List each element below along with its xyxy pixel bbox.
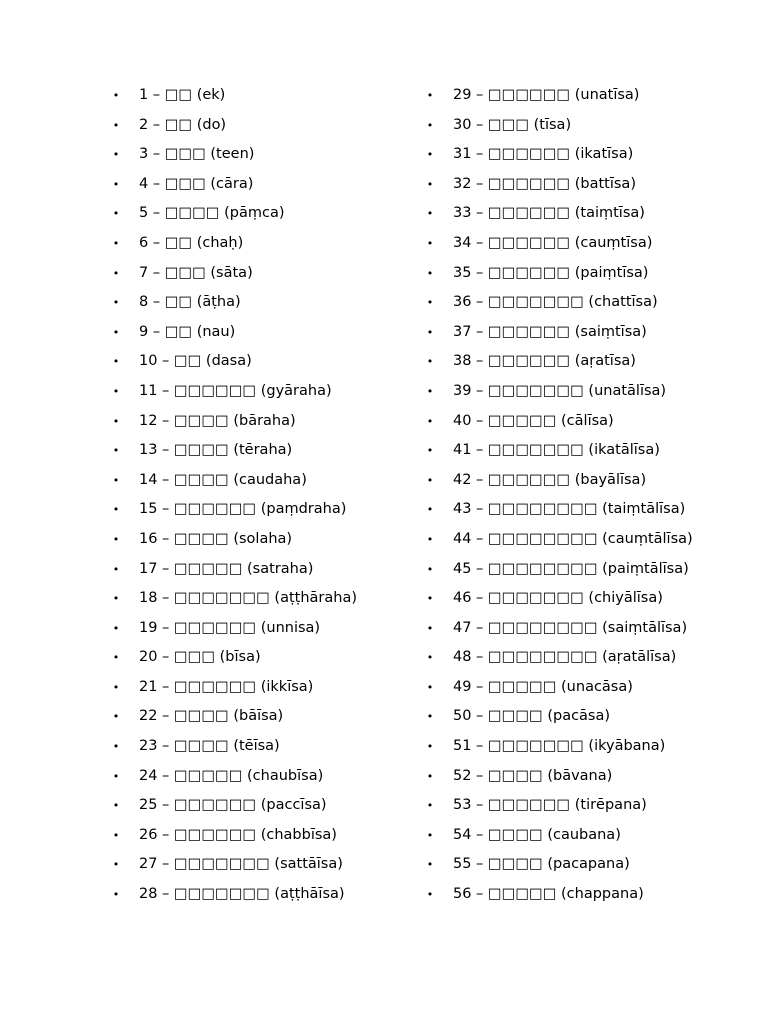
bullet-icon: • <box>112 444 120 458</box>
list-item <box>112 702 412 732</box>
number-entry-text: 5 – □□□□ (pāṃca) <box>139 205 285 222</box>
list-item <box>112 525 412 555</box>
list-item <box>112 140 412 170</box>
number-entry-text: 26 – □□□□□□ (chabbīsa) <box>139 826 337 843</box>
list-item <box>112 436 412 466</box>
number-entry-text: 11 – □□□□□□ (gyāraha) <box>139 382 332 399</box>
number-entry-text: 51 – □□□□□□□ (ikyābana) <box>453 738 666 755</box>
number-entry-text: 22 – □□□□ (bāīsa) <box>139 708 284 725</box>
list-item <box>112 466 412 496</box>
list-item <box>112 407 412 437</box>
list-item <box>426 821 756 851</box>
list-item <box>426 229 756 259</box>
list-item <box>112 111 412 141</box>
bullet-icon: • <box>112 828 120 842</box>
list-item <box>426 732 756 762</box>
number-entry-text: 29 – □□□□□□ (unatīsa) <box>453 87 640 103</box>
number-entry-text: 13 – □□□□ (tēraha) <box>139 442 293 459</box>
bullet-icon: • <box>112 888 120 902</box>
number-entry-text: 47 – □□□□□□□□ (saiṃtālīsa) <box>453 619 688 636</box>
bullet-icon: • <box>426 769 434 783</box>
number-entry-text: 40 – □□□□□ (cālīsa) <box>453 412 614 429</box>
number-entry-text: 53 – □□□□□□ (tirēpana) <box>453 797 647 814</box>
number-entry-text: 4 – □□□ (cāra) <box>139 175 254 192</box>
bullet-icon: • <box>426 562 434 576</box>
list-item <box>426 702 756 732</box>
bullet-icon: • <box>112 858 120 872</box>
number-entry-text: 7 – □□□ (sāta) <box>139 264 253 281</box>
numbers-list-right <box>426 81 756 910</box>
bullet-icon: • <box>112 414 120 428</box>
list-item <box>426 555 756 585</box>
bullet-icon: • <box>426 503 434 517</box>
number-entry-text: 15 – □□□□□□ (paṃdraha) <box>139 501 347 518</box>
list-item <box>426 199 756 229</box>
list-item <box>426 347 756 377</box>
bullet-icon: • <box>112 207 120 221</box>
list-item <box>112 791 412 821</box>
bullet-icon: • <box>112 355 120 369</box>
list-item <box>426 318 756 348</box>
number-entry-text: 46 – □□□□□□□ (chiyālīsa) <box>453 590 663 607</box>
list-item <box>112 347 412 377</box>
number-entry-text: 27 – □□□□□□□ (sattāīsa) <box>139 856 343 873</box>
number-entry-text: 12 – □□□□ (bāraha) <box>139 412 296 429</box>
number-entry-text: 50 – □□□□ (pacāsa) <box>453 708 611 725</box>
number-entry-text: 23 – □□□□ (tēīsa) <box>139 738 280 755</box>
number-entry-text: 33 – □□□□□□ (taiṃtīsa) <box>453 205 645 222</box>
number-entry-text: 19 – □□□□□□ (unnisa) <box>139 619 321 636</box>
bullet-icon: • <box>426 384 434 398</box>
bullet-icon: • <box>426 444 434 458</box>
bullet-icon: • <box>112 148 120 162</box>
bullet-icon: • <box>426 355 434 369</box>
number-entry-text: 20 – □□□ (bīsa) <box>139 649 261 666</box>
list-item <box>426 377 756 407</box>
bullet-icon: • <box>426 177 434 191</box>
list-item <box>112 850 412 880</box>
bullet-icon: • <box>112 177 120 191</box>
bullet-icon: • <box>112 651 120 665</box>
list-item <box>426 259 756 289</box>
list-item <box>112 555 412 585</box>
number-entry-text: 35 – □□□□□□ (paiṃtīsa) <box>453 264 649 281</box>
number-entry-text: 44 – □□□□□□□□ (cauṃtālīsa) <box>453 530 693 547</box>
number-entry-text: 25 – □□□□□□ (paccīsa) <box>139 797 327 814</box>
bullet-icon: • <box>112 769 120 783</box>
list-item <box>426 614 756 644</box>
number-entry-text: 10 – □□ (dasa) <box>139 353 252 370</box>
list-item <box>112 880 412 910</box>
number-entry-text: 14 – □□□□ (caudaha) <box>139 471 307 488</box>
bullet-icon: • <box>112 296 120 310</box>
list-item <box>426 791 756 821</box>
number-entry-text: 55 – □□□□ (pacapana) <box>453 856 630 873</box>
number-entry-text: 39 – □□□□□□□ (unatālīsa) <box>453 382 667 399</box>
bullet-icon: • <box>112 236 120 250</box>
bullet-icon: • <box>112 621 120 635</box>
number-entry-text: 34 – □□□□□□ (cauṃtīsa) <box>453 234 653 251</box>
list-item <box>426 673 756 703</box>
bullet-icon: • <box>426 89 434 102</box>
list-item <box>112 495 412 525</box>
bullet-icon: • <box>426 266 434 280</box>
list-item <box>426 170 756 200</box>
list-item <box>426 762 756 792</box>
bullet-icon: • <box>112 473 120 487</box>
number-entry-text: 54 – □□□□ (caubana) <box>453 826 621 843</box>
bullet-icon: • <box>426 651 434 665</box>
list-item <box>426 466 756 496</box>
number-entry-text: 28 – □□□□□□□ (aṭṭhāīsa) <box>139 886 345 903</box>
bullet-icon: • <box>426 680 434 694</box>
number-entry-text: 37 – □□□□□□ (saiṃtīsa) <box>453 323 647 340</box>
number-entry-text: 1 – □□ (ek) <box>139 87 226 103</box>
number-entry-text: 3 – □□□ (teen) <box>139 146 255 163</box>
number-entry-text: 36 – □□□□□□□ (chattīsa) <box>453 294 658 311</box>
bullet-icon: • <box>112 384 120 398</box>
number-entry-text: 18 – □□□□□□□ (aṭṭhāraha) <box>139 590 357 607</box>
number-entry-text: 17 – □□□□□ (satraha) <box>139 560 314 577</box>
number-entry-text: 41 – □□□□□□□ (ikatālīsa) <box>453 442 660 459</box>
number-entry-text: 2 – □□ (do) <box>139 116 227 133</box>
list-item <box>426 436 756 466</box>
list-item <box>112 318 412 348</box>
number-entry-text: 8 – □□ (āṭha) <box>139 294 241 311</box>
bullet-icon: • <box>426 740 434 754</box>
bullet-icon: • <box>112 592 120 606</box>
bullet-icon: • <box>426 799 434 813</box>
number-entry-text: 21 – □□□□□□ (ikkīsa) <box>139 678 314 695</box>
number-entry-text: 38 – □□□□□□ (aṛatīsa) <box>453 353 636 370</box>
bullet-icon: • <box>112 562 120 576</box>
number-entry-text: 49 – □□□□□ (unacāsa) <box>453 678 633 695</box>
list-item <box>426 880 756 910</box>
bullet-icon: • <box>426 325 434 339</box>
list-item <box>112 199 412 229</box>
bullet-icon: • <box>426 473 434 487</box>
list-item <box>426 525 756 555</box>
number-entry-text: 42 – □□□□□□ (bayālīsa) <box>453 471 647 488</box>
bullet-icon: • <box>426 148 434 162</box>
list-item <box>112 762 412 792</box>
bullet-icon: • <box>112 325 120 339</box>
number-entry-text: 43 – □□□□□□□□ (taiṃtālīsa) <box>453 501 686 518</box>
list-item <box>112 584 412 614</box>
list-item <box>426 407 756 437</box>
list-item <box>426 288 756 318</box>
bullet-icon: • <box>426 118 434 132</box>
bullet-icon: • <box>426 207 434 221</box>
number-entry-text: 6 – □□ (chaḥ) <box>139 234 244 251</box>
bullet-icon: • <box>112 680 120 694</box>
number-entry-text: 52 – □□□□ (bāvana) <box>453 767 613 784</box>
bullet-icon: • <box>426 621 434 635</box>
bullet-icon: • <box>426 888 434 902</box>
bullet-icon: • <box>112 89 120 102</box>
bullet-icon: • <box>426 592 434 606</box>
list-item <box>112 643 412 673</box>
list-item <box>112 170 412 200</box>
list-item <box>112 259 412 289</box>
number-entry-text: 9 – □□ (nau) <box>139 323 236 340</box>
bullet-icon: • <box>112 266 120 280</box>
list-item <box>112 732 412 762</box>
bullet-icon: • <box>112 503 120 517</box>
bullet-icon: • <box>112 710 120 724</box>
bullet-icon: • <box>112 799 120 813</box>
list-item <box>112 81 412 111</box>
number-entry-text: 56 – □□□□□ (chappana) <box>453 886 644 903</box>
bullet-icon: • <box>426 710 434 724</box>
list-item <box>426 495 756 525</box>
bullet-icon: • <box>426 414 434 428</box>
number-entry-text: 32 – □□□□□□ (battīsa) <box>453 175 636 192</box>
list-item <box>112 821 412 851</box>
number-entry-text: 30 – □□□ (tīsa) <box>453 116 572 133</box>
number-entry-text: 48 – □□□□□□□□ (aṛatālīsa) <box>453 649 677 666</box>
bullet-icon: • <box>112 740 120 754</box>
list-item <box>112 288 412 318</box>
numbers-list-left <box>112 81 412 910</box>
bullet-icon: • <box>426 532 434 546</box>
number-entry-text: 45 – □□□□□□□□ (paiṃtālīsa) <box>453 560 689 577</box>
bullet-icon: • <box>426 236 434 250</box>
number-entry-text: 16 – □□□□ (solaha) <box>139 530 293 547</box>
bullet-icon: • <box>112 118 120 132</box>
list-item <box>112 229 412 259</box>
list-item <box>112 614 412 644</box>
list-item <box>112 673 412 703</box>
list-item <box>426 81 756 111</box>
list-item <box>426 140 756 170</box>
number-entry-text: 31 – □□□□□□ (ikatīsa) <box>453 146 634 163</box>
list-item <box>426 584 756 614</box>
bullet-icon: • <box>426 828 434 842</box>
list-item <box>426 643 756 673</box>
list-item <box>112 377 412 407</box>
bullet-icon: • <box>112 532 120 546</box>
number-entry-text: 24 – □□□□□ (chaubīsa) <box>139 767 324 784</box>
bullet-icon: • <box>426 858 434 872</box>
list-item <box>426 111 756 141</box>
bullet-icon: • <box>426 296 434 310</box>
list-item <box>426 850 756 880</box>
